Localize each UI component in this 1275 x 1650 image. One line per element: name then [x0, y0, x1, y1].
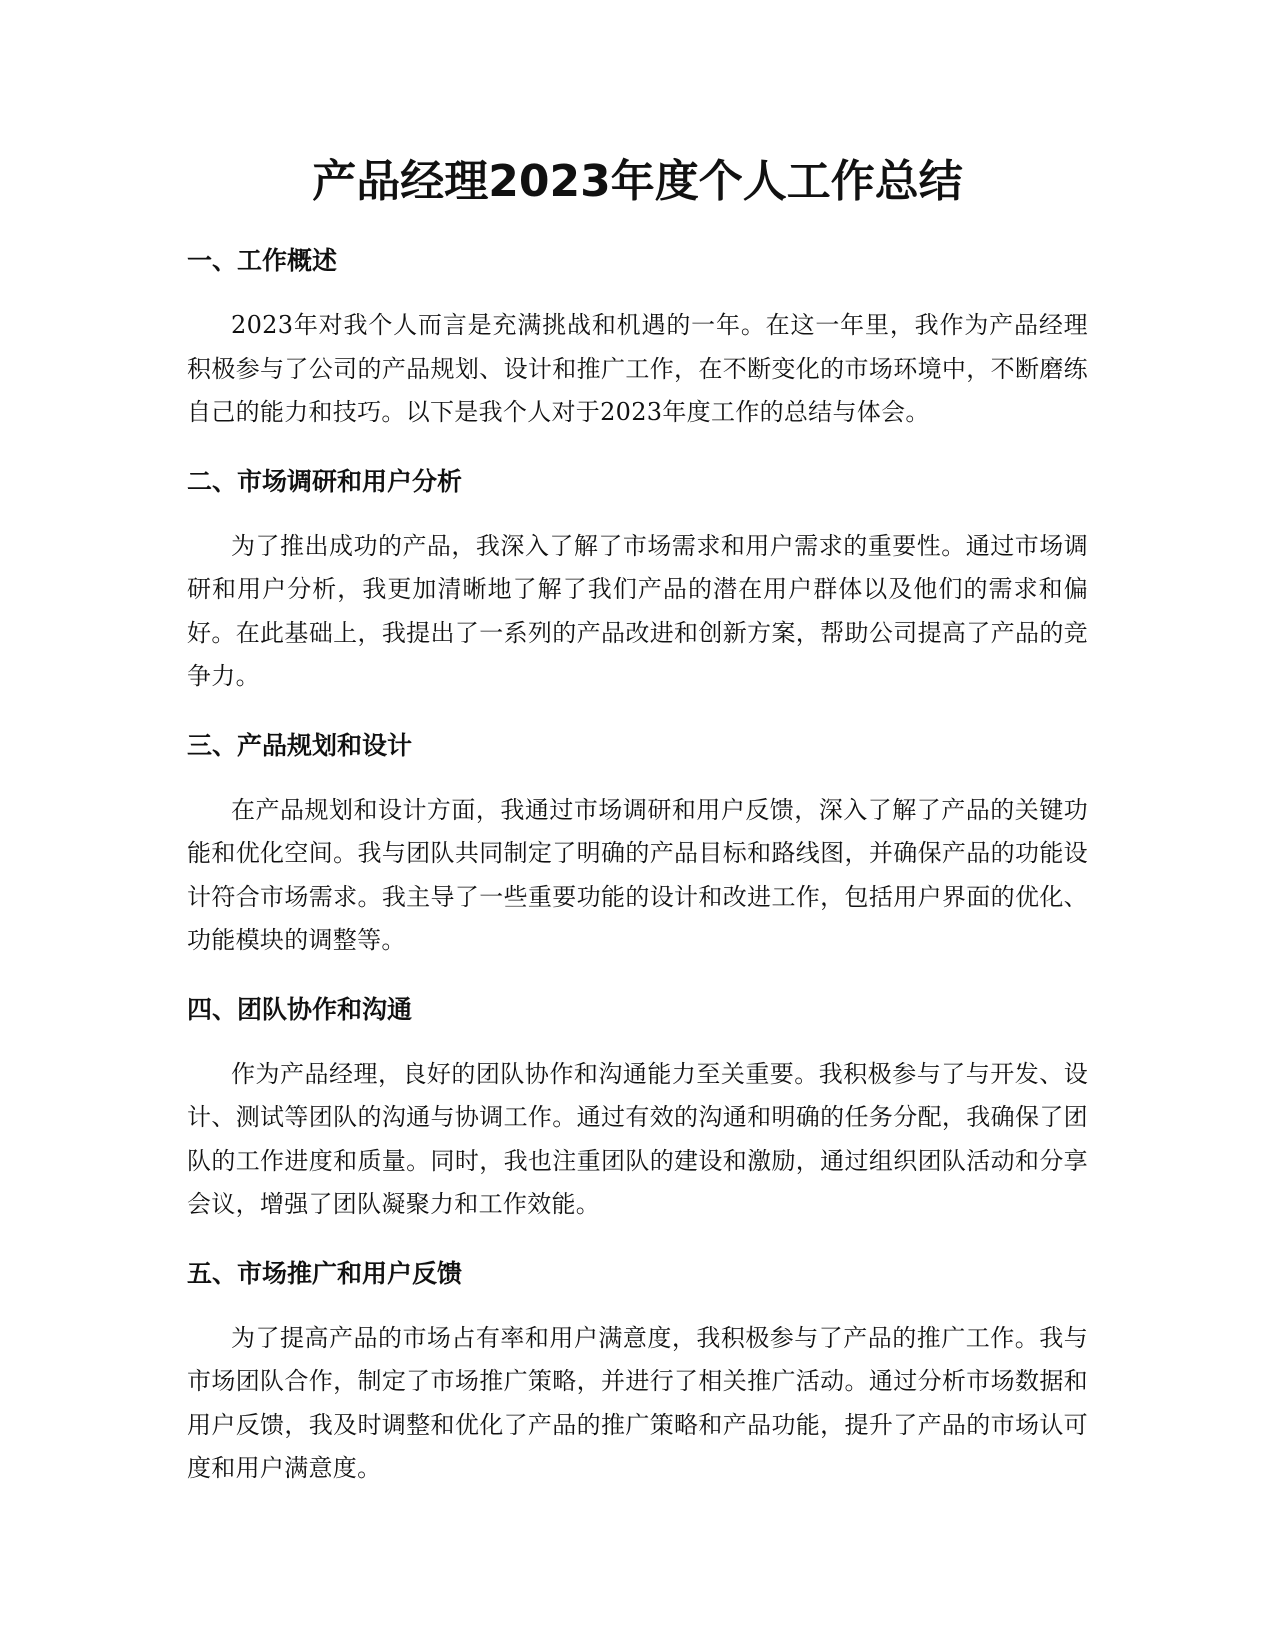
section-heading: 二、市场调研和用户分析 [187, 466, 463, 496]
section-overview [187, 244, 1088, 435]
section-paragraph: 为了提高产品的市场占有率和用户满意度，我积极参与了产品的推广工作。我与市场团队合作，制定了市场推广策略，并进行了相关推广活动。通过分析市场数据和用户反馈，我及时调整和优化了产品的推广策略和产品功能，提升了产品的市场认可度和用户满意度。 [187, 1323, 1088, 1482]
section-heading: 一、工作概述 [187, 246, 338, 275]
document-title: 产品经理2023年度个人工作总结 [312, 156, 963, 207]
section-product-planning [187, 729, 1088, 963]
section-marketing-feedback [187, 1257, 1088, 1491]
section-market-research [187, 465, 1088, 699]
section-paragraph: 在产品规划和设计方面，我通过市场调研和用户反馈，深入了解了产品的关键功能和优化空间。我与团队共同制定了明确的产品目标和路线图，并确保产品的功能设计符合市场需求。我主导了一些重要功能的设计和改进工作，包括用户界面的优化、功能模块的调整等。 [187, 795, 1088, 954]
section-heading: 四、团队协作和沟通 [187, 994, 413, 1024]
document-sections [187, 244, 1088, 1521]
section-heading: 三、产品规划和设计 [187, 730, 413, 760]
section-paragraph: 为了推出成功的产品，我深入了解了市场需求和用户需求的重要性。通过市场调研和用户分析，我更加清晰地了解了我们产品的潜在用户群体以及他们的需求和偏好。在此基础上，我提出了一系列的产品改进和创新方案，帮助公司提高了产品的竞争力。 [187, 531, 1088, 690]
section-heading: 五、市场推广和用户反馈 [187, 1258, 463, 1288]
section-paragraph: 2023年对我个人而言是充满挑战和机遇的一年。在这一年里，我作为产品经理积极参与了公司的产品规划、设计和推广工作，在不断变化的市场环境中，不断磨练自己的能力和技巧。以下是我个人对于2023年度工作的总结与体会。 [187, 311, 1088, 426]
section-team-collaboration [187, 993, 1088, 1227]
section-paragraph: 作为产品经理，良好的团队协作和沟通能力至关重要。我积极参与了与开发、设计、测试等团队的沟通与协调工作。通过有效的沟通和明确的任务分配，我确保了团队的工作进度和质量。同时，我也注重团队的建设和激励，通过组织团队活动和分享会议，增强了团队凝聚力和工作效能。 [187, 1059, 1088, 1218]
